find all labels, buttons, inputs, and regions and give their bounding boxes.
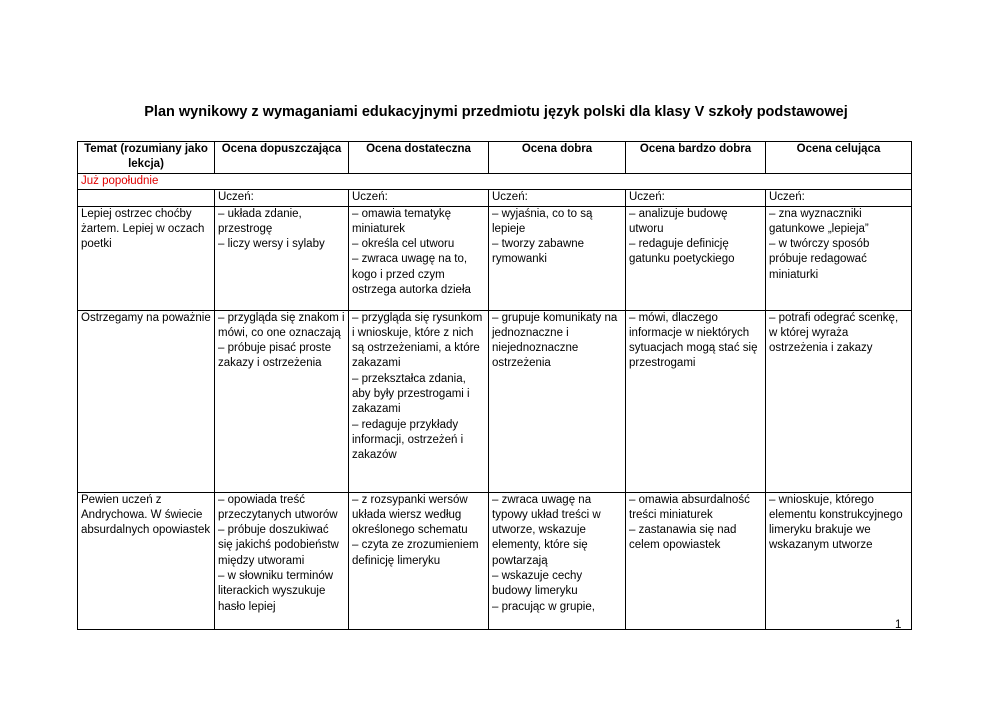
requirement-cell bbox=[215, 310, 349, 492]
requirement-cell bbox=[349, 310, 489, 492]
requirement-cell bbox=[626, 206, 766, 310]
requirement-item: – określa cel utworu bbox=[352, 238, 455, 251]
requirement-cell bbox=[349, 492, 489, 629]
requirement-item: – grupuje komunikaty na jednoznaczne i niejednoznaczne ostrzeżenia bbox=[492, 311, 618, 370]
topic-cell: Lepiej ostrzec choćby żartem. Lepiej w oczach poetki bbox=[78, 206, 215, 310]
requirement-item: – czyta ze zrozumieniem definicję limeryku bbox=[352, 539, 479, 567]
requirement-item: – opowiada treść przeczytanych utworów bbox=[218, 493, 338, 521]
requirement-item: – pracując w grupie, bbox=[492, 600, 595, 613]
requirement-item: – potrafi odegrać scenkę, w której wyraża ostrzeżenia i zakazy bbox=[769, 311, 899, 355]
requirement-item: – redaguje przykłady informacji, ostrzeżeń i zakazów bbox=[352, 418, 464, 462]
requirement-cell bbox=[489, 206, 626, 310]
requirement-cell bbox=[215, 206, 349, 310]
requirement-item: – w słowniku terminów literackich wyszukuje hasło lepiej bbox=[218, 570, 334, 613]
requirement-cell bbox=[489, 310, 626, 492]
header-grade-3: Ocena dostateczna bbox=[349, 142, 489, 174]
uczen-label: Uczeń: bbox=[215, 190, 349, 206]
requirement-item: – analizuje budowę utworu bbox=[629, 207, 728, 235]
requirement-item: – omawia tematykę miniaturek bbox=[352, 207, 452, 235]
requirement-cell bbox=[349, 206, 489, 310]
page-number: 1 bbox=[895, 619, 902, 631]
header-row bbox=[78, 142, 912, 174]
requirement-cell bbox=[766, 492, 912, 629]
header-topic: Temat (rozumiany jako lekcja) bbox=[78, 142, 215, 174]
section-title: Już popołudnie bbox=[78, 174, 912, 190]
requirement-item: – wyjaśnia, co to są lepieje bbox=[492, 207, 593, 235]
requirement-cell bbox=[766, 310, 912, 492]
uczen-label: Uczeń: bbox=[766, 190, 912, 206]
requirement-item: – w twórczy sposób próbuje redagować miniaturki bbox=[769, 238, 870, 281]
requirement-item: – redaguje definicję gatunku poetyckiego bbox=[629, 238, 735, 266]
requirement-item: – z rozsypanki wersów układa wiersz według określonego schematu bbox=[352, 493, 468, 537]
requirement-item: – przygląda się rysunkom i wnioskuje, które z nich są ostrzeżeniami, a które zakazami bbox=[352, 311, 483, 370]
requirements-table bbox=[77, 141, 912, 630]
requirement-item: – mówi, dlaczego informacje w niektórych sytuacjach mogą stać się przestrogami bbox=[629, 311, 758, 370]
topic-cell: Ostrzegamy na poważnie bbox=[78, 310, 215, 492]
requirement-cell bbox=[626, 310, 766, 492]
header-grade-6: Ocena celująca bbox=[766, 142, 912, 174]
header-grade-5: Ocena bardzo dobra bbox=[626, 142, 766, 174]
requirement-item: – zastanawia się nad celem opowiastek bbox=[629, 524, 737, 552]
requirement-item: – próbuje pisać proste zakazy i ostrzeżenia bbox=[218, 342, 332, 370]
requirement-cell bbox=[215, 492, 349, 629]
requirement-item: – próbuje doszukiwać się jakichś podobieństw między utworami bbox=[218, 524, 339, 567]
header-grade-4: Ocena dobra bbox=[489, 142, 626, 174]
uczen-row bbox=[78, 190, 912, 206]
requirement-item: – zwraca uwagę na to, kogo i przed czym ostrzega autorka dzieła bbox=[352, 253, 471, 297]
header-grade-2: Ocena dopuszczająca bbox=[215, 142, 349, 174]
table-row bbox=[78, 310, 912, 492]
requirement-item: – wskazuje cechy budowy limeryku bbox=[492, 570, 583, 598]
uczen-empty-cell bbox=[78, 190, 215, 206]
uczen-label: Uczeń: bbox=[626, 190, 766, 206]
uczen-label: Uczeń: bbox=[349, 190, 489, 206]
requirement-cell bbox=[626, 492, 766, 629]
topic-cell: Pewien uczeń z Andrychowa. W świecie absurdalnych opowiastek bbox=[78, 492, 215, 629]
requirement-item: – liczy wersy i sylaby bbox=[218, 238, 325, 251]
requirement-item: – zwraca uwagę na typowy układ treści w utworze, wskazuje elementy, które się powtarzają bbox=[492, 493, 601, 567]
uczen-label: Uczeń: bbox=[489, 190, 626, 206]
table-row bbox=[78, 206, 912, 310]
requirement-item: – przekształca zdania, aby były przestrogami i zakazami bbox=[352, 372, 470, 416]
document-title: Plan wynikowy z wymaganiami edukacyjnymi przedmiotu język polski dla klasy V szkoły podstawowej bbox=[144, 104, 848, 120]
requirement-item: – wnioskuje, którego elementu konstrukcyjnego limeryku brakuje we wskazanym utworze bbox=[769, 493, 903, 552]
requirement-item: – omawia absurdalność treści miniaturek bbox=[629, 493, 750, 521]
requirement-item: – zna wyznaczniki gatunkowe „lepieja” bbox=[769, 207, 869, 235]
section-row bbox=[78, 174, 912, 190]
requirement-cell bbox=[489, 492, 626, 629]
requirement-item: – tworzy zabawne rymowanki bbox=[492, 238, 585, 266]
requirement-item: – przygląda się znakom i mówi, co one oznaczają bbox=[218, 311, 345, 339]
requirement-item: – układa zdanie, przestrogę bbox=[218, 207, 302, 235]
table-row bbox=[78, 492, 912, 629]
requirement-cell bbox=[766, 206, 912, 310]
